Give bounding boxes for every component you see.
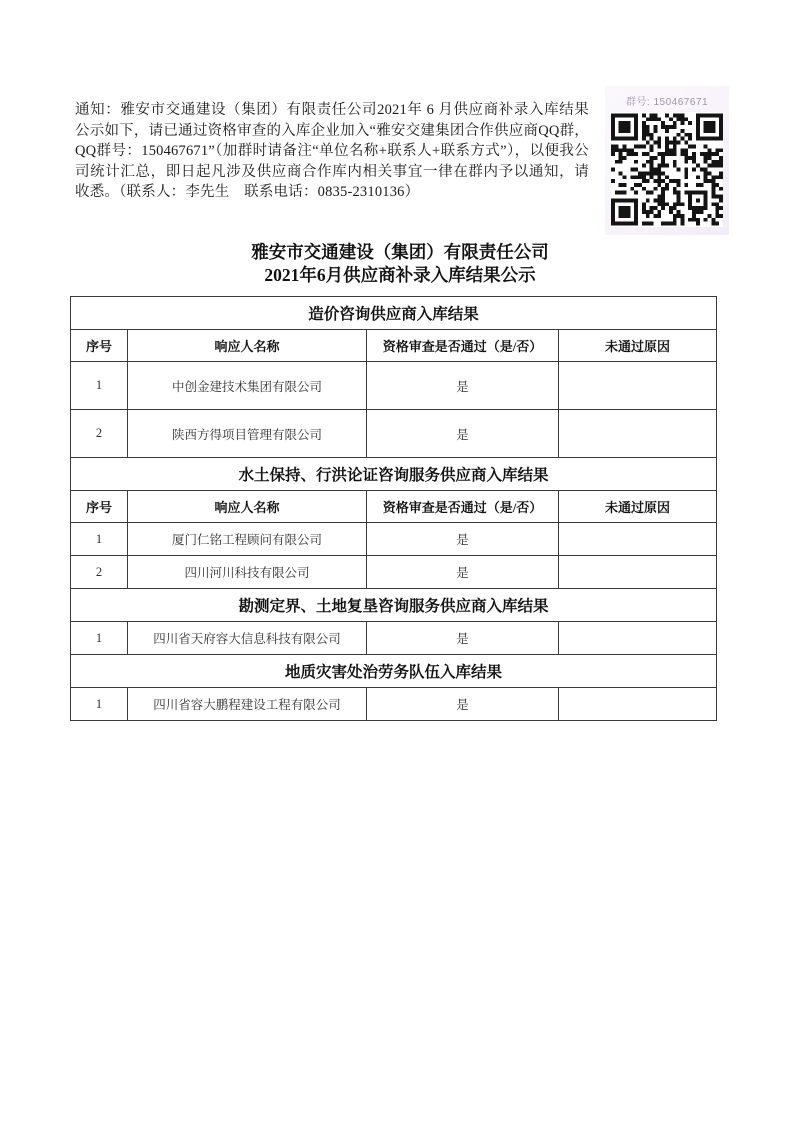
cell-qualification-passed: 是 xyxy=(367,523,559,556)
cell-serial-no: 1 xyxy=(71,688,128,721)
cell-serial-no: 1 xyxy=(71,622,128,655)
column-header: 响应人名称 xyxy=(128,491,367,523)
cell-respondent-name: 四川河川科技有限公司 xyxy=(128,556,367,589)
column-header: 资格审查是否通过（是/否） xyxy=(367,330,559,362)
section-title-row xyxy=(71,297,717,330)
section-title: 造价咨询供应商入库结果 xyxy=(71,297,717,330)
cell-fail-reason xyxy=(559,556,717,589)
column-header-row xyxy=(71,491,717,523)
cell-fail-reason xyxy=(559,523,717,556)
cell-respondent-name: 厦门仁铭工程顾问有限公司 xyxy=(128,523,367,556)
notice-paragraph: 通知：雅安市交通建设（集团）有限责任公司2021年 6 月供应商补录入库结果公示如下，请已通过资格审查的入库企业加入“雅安交建集团合作供应商QQ群，QQ群号：150467671”（加群时请备注“单位名称+联系人+联系方式”），以便我公司统计汇总，即日起凡涉及供应商合作库内相关事宜一律在群内予以通知，请收悉。（联系人：李先生 联系电话：0835-2310136） xyxy=(75,102,589,201)
cell-serial-no: 1 xyxy=(71,362,128,410)
cell-fail-reason xyxy=(559,688,717,721)
document-title xyxy=(0,241,800,286)
column-header-row xyxy=(71,330,717,362)
cell-qualification-passed: 是 xyxy=(367,688,559,721)
section-title: 勘测定界、土地复垦咨询服务供应商入库结果 xyxy=(71,589,717,622)
table-row xyxy=(71,523,717,556)
qr-code-modules xyxy=(611,114,723,226)
title-subject-line: 2021年6月供应商补录入库结果公示 xyxy=(264,264,536,285)
table-row xyxy=(71,622,717,655)
column-header: 资格审查是否通过（是/否） xyxy=(367,491,559,523)
column-header: 序号 xyxy=(71,491,128,523)
supplier-results-table xyxy=(70,296,717,721)
table-row xyxy=(71,556,717,589)
cell-qualification-passed: 是 xyxy=(367,622,559,655)
column-header: 响应人名称 xyxy=(128,330,367,362)
column-header: 序号 xyxy=(71,330,128,362)
table-row xyxy=(71,688,717,721)
cell-respondent-name: 中创金建技术集团有限公司 xyxy=(128,362,367,410)
cell-respondent-name: 陕西方得项目管理有限公司 xyxy=(128,410,367,458)
cell-fail-reason xyxy=(559,362,717,410)
cell-qualification-passed: 是 xyxy=(367,362,559,410)
qq-group-qr-card xyxy=(605,86,729,235)
cell-serial-no: 2 xyxy=(71,556,128,589)
section-title-row xyxy=(71,589,717,622)
cell-fail-reason xyxy=(559,622,717,655)
cell-respondent-name: 四川省天府容大信息科技有限公司 xyxy=(128,622,367,655)
table-row xyxy=(71,362,717,410)
section-title: 水土保持、行洪论证咨询服务供应商入库结果 xyxy=(71,458,717,491)
title-company-line: 雅安市交通建设（集团）有限责任公司 xyxy=(251,242,549,262)
qq-group-number-label: 群号: 150467671 xyxy=(625,97,709,108)
qr-code-icon xyxy=(611,112,723,227)
cell-qualification-passed: 是 xyxy=(367,556,559,589)
cell-qualification-passed: 是 xyxy=(367,410,559,458)
section-title: 地质灾害处治劳务队伍入库结果 xyxy=(71,655,717,688)
section-title-row xyxy=(71,458,717,491)
cell-serial-no: 2 xyxy=(71,410,128,458)
column-header: 未通过原因 xyxy=(559,491,717,523)
section-title-row xyxy=(71,655,717,688)
cell-respondent-name: 四川省容大鹏程建设工程有限公司 xyxy=(128,688,367,721)
cell-fail-reason xyxy=(559,410,717,458)
column-header: 未通过原因 xyxy=(559,330,717,362)
cell-serial-no: 1 xyxy=(71,523,128,556)
table-row xyxy=(71,410,717,458)
